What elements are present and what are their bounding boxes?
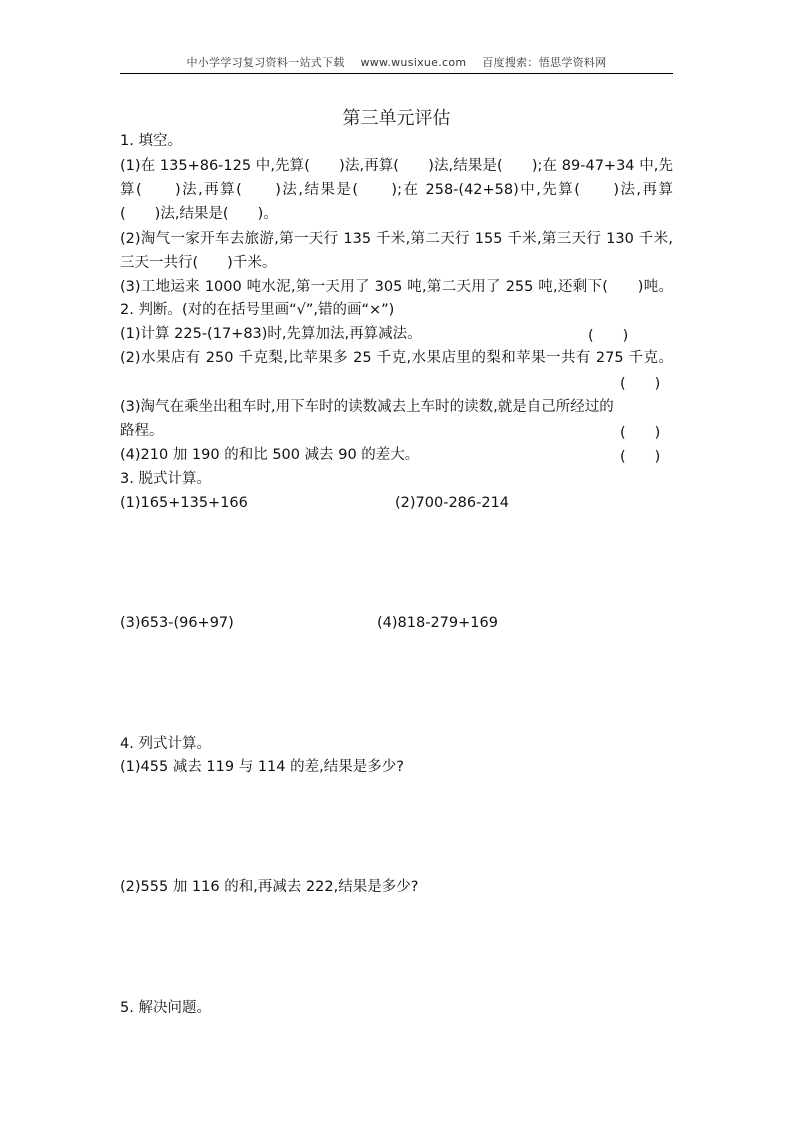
section5-heading: 5. 解决问题。 — [120, 1000, 211, 1016]
header-left-text: 中小学学习复习资料一站式下载 — [186, 56, 345, 69]
page-title: 第三单元评估 — [342, 108, 451, 129]
s2-q1: (1)计算 225-(17+83)时,先算加法,再算减法。 — [120, 326, 422, 342]
s2-q2-answer-box[interactable]: ( ) — [620, 376, 661, 392]
s1-q1-line1: (1)在 135+86-125 中,先算( )法,再算( )法,结果是( );在 89-47+34 中,先 — [120, 158, 673, 174]
s2-q3-answer-box[interactable]: ( ) — [620, 425, 661, 441]
section2-heading: 2. 判断。(对的在括号里画“√”,错的画“×”) — [120, 302, 395, 318]
section1-heading: 1. 填空。 — [120, 133, 182, 149]
s2-q1-answer-box[interactable]: ( ) — [588, 328, 629, 344]
section4-heading: 4. 列式计算。 — [120, 736, 211, 752]
s1-q1-line2: 算( )法,再算( )法,结果是( );在 258-(42+58)中,先算( )法,再算 — [120, 182, 673, 198]
s4-q1: (1)455 减去 119 与 114 的差,结果是多少? — [120, 759, 404, 775]
s2-q3-line2: 路程。 — [120, 423, 164, 439]
s3-expression-4: (4)818-279+169 — [377, 615, 498, 631]
s2-q2: (2)水果店有 250 千克梨,比苹果多 25 千克,水果店里的梨和苹果一共有 275 千克。 — [120, 350, 673, 366]
s2-q4-answer-box[interactable]: ( ) — [620, 449, 661, 465]
header-site-link[interactable]: www.wusixue.com — [360, 56, 467, 69]
s1-q2-line1: (2)淘气一家开车去旅游,第一天行 135 千米,第二天行 155 千米,第三天行 130 千米, — [120, 231, 673, 247]
s2-q4: (4)210 加 190 的和比 500 减去 90 的差大。 — [120, 447, 420, 463]
s1-q3-line1: (3)工地运来 1000 吨水泥,第一天用了 305 吨,第二天用了 255 吨,还剩下( )吨。 — [120, 279, 673, 295]
s3-expression-2: (2)700-286-214 — [395, 495, 510, 511]
header-divider — [120, 73, 673, 74]
s4-q2: (2)555 加 116 的和,再减去 222,结果是多少? — [120, 879, 419, 895]
section3-heading: 3. 脱式计算。 — [120, 471, 211, 487]
s1-q1-line3: ( )法,结果是( )。 — [120, 206, 278, 222]
s2-q3-line1: (3)淘气在乘坐出租车时,用下车时的读数减去上车时的读数,就是自己所经过的 — [120, 399, 614, 415]
page-header — [120, 54, 673, 70]
s3-expression-1: (1)165+135+166 — [120, 495, 248, 511]
header-right-text: 百度搜索：悟思学资料网 — [482, 56, 607, 69]
s1-q2-line2: 三天一共行( )千米。 — [120, 255, 277, 271]
s3-expression-3: (3)653-(96+97) — [120, 615, 234, 631]
